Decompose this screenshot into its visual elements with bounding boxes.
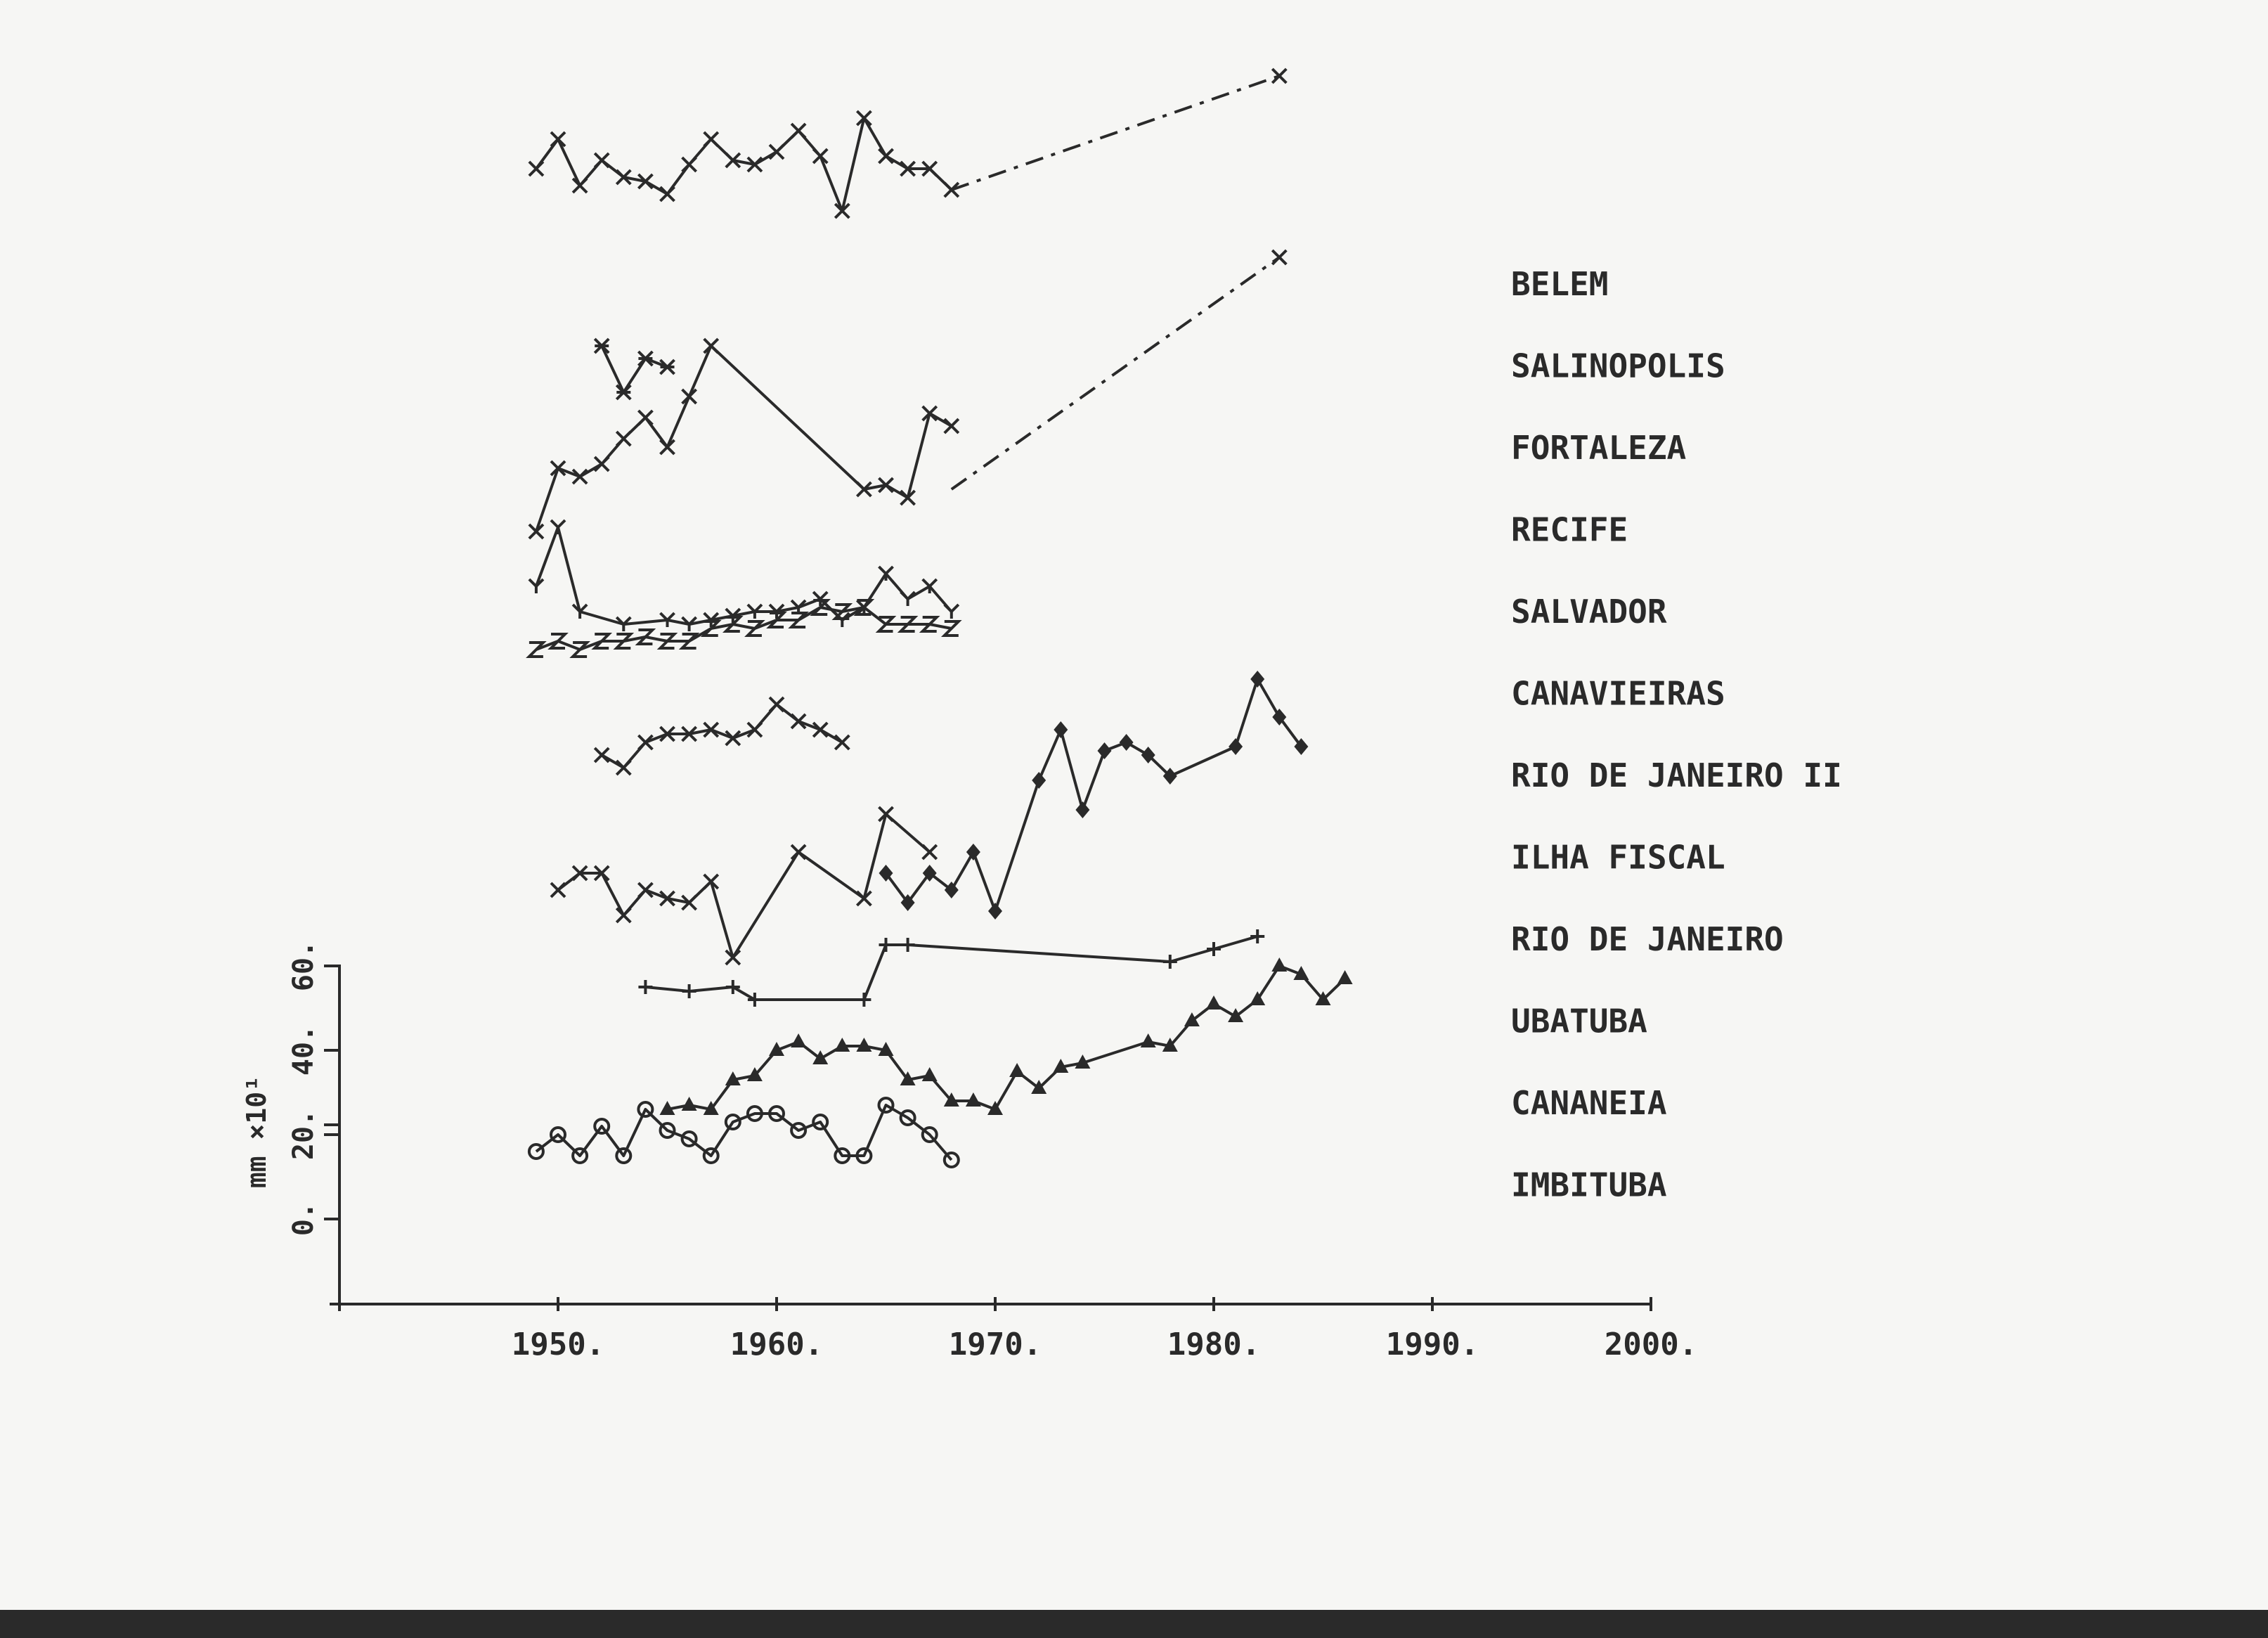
marker-diamond bbox=[1120, 734, 1134, 751]
x-tick-label: 1960. bbox=[730, 1327, 824, 1362]
marker-y bbox=[580, 605, 587, 612]
series-cananeia bbox=[529, 1098, 959, 1167]
marker-triangle bbox=[1009, 1063, 1025, 1077]
station-label: SALVADOR bbox=[1511, 593, 1667, 631]
series-line-fortaleza bbox=[536, 346, 952, 531]
y-axis-label: mm ×10¹ bbox=[241, 1075, 272, 1189]
marker-diamond bbox=[1032, 772, 1046, 789]
marker-diamond bbox=[988, 903, 1002, 920]
series-salinopolis bbox=[595, 339, 674, 399]
marker-triangle bbox=[812, 1050, 828, 1064]
y-tick-label: 0. bbox=[287, 1201, 320, 1237]
marker-triangle bbox=[922, 1067, 938, 1081]
marker-diamond bbox=[1098, 742, 1112, 759]
marker-y bbox=[952, 605, 959, 612]
marker-z bbox=[573, 643, 587, 657]
marker-triangle bbox=[791, 1033, 806, 1047]
station-label: IMBITUBA bbox=[1511, 1166, 1667, 1204]
x-tick-label: 1990. bbox=[1385, 1327, 1479, 1362]
station-labels bbox=[1511, 265, 1842, 1204]
marker-triangle bbox=[1271, 957, 1287, 972]
series-salvador bbox=[529, 600, 959, 657]
station-label: RECIFE bbox=[1511, 510, 1628, 549]
station-label: CANANEIA bbox=[1511, 1084, 1667, 1122]
series-layer bbox=[529, 69, 1353, 1167]
marker-triangle bbox=[1141, 1033, 1156, 1047]
x-tick-label: 1970. bbox=[948, 1327, 1042, 1362]
y-tick-label: 40. bbox=[287, 1024, 320, 1076]
station-label: FORTALEZA bbox=[1511, 429, 1687, 467]
marker-y bbox=[551, 520, 558, 527]
marker-y bbox=[791, 600, 798, 607]
station-label: ILHA FISCAL bbox=[1511, 838, 1725, 877]
station-label: SALINOPOLIS bbox=[1511, 347, 1725, 385]
bottom-border bbox=[0, 1610, 2268, 1638]
marker-y bbox=[704, 613, 711, 620]
series-line-recife bbox=[536, 527, 952, 624]
marker-triangle bbox=[1228, 1008, 1243, 1022]
marker-diamond bbox=[1229, 738, 1243, 755]
station-label: UBATUBA bbox=[1511, 1002, 1647, 1040]
series-fortaleza bbox=[529, 250, 1286, 539]
marker-y bbox=[558, 520, 565, 527]
series-line-rio-de-janeiro bbox=[645, 936, 1257, 1000]
marker-y bbox=[813, 592, 820, 599]
y-tick-label: 20. bbox=[287, 1109, 320, 1161]
series-line-salinopolis bbox=[602, 346, 667, 392]
series-ilha-fiscal bbox=[551, 807, 937, 965]
station-label: BELEM bbox=[1511, 265, 1609, 303]
x-tick-label: 2000. bbox=[1604, 1327, 1698, 1362]
station-label: CANAVIEIRAS bbox=[1511, 674, 1725, 713]
series-canavieiras bbox=[595, 697, 849, 775]
marker-y bbox=[748, 605, 755, 612]
marker-y bbox=[726, 609, 733, 616]
marker-y bbox=[886, 567, 893, 574]
marker-z bbox=[529, 643, 543, 657]
x-tick-label: 1950. bbox=[511, 1327, 605, 1362]
series-extension-fortaleza bbox=[952, 257, 1280, 489]
marker-y bbox=[879, 567, 886, 574]
marker-diamond bbox=[1075, 801, 1089, 818]
marker-z bbox=[551, 634, 565, 648]
axes bbox=[241, 941, 1697, 1362]
marker-diamond bbox=[1054, 721, 1068, 738]
marker-y bbox=[820, 592, 827, 599]
marker-triangle bbox=[1184, 1012, 1200, 1026]
series-extension-belem bbox=[952, 76, 1280, 190]
marker-y bbox=[923, 579, 930, 586]
marker-triangle bbox=[1206, 995, 1222, 1010]
station-label: RIO DE JANEIRO bbox=[1511, 920, 1784, 958]
series-line-rio-de-janeiro-ii bbox=[886, 679, 1302, 911]
marker-y bbox=[668, 613, 675, 620]
marker-y bbox=[529, 579, 536, 586]
series-recife bbox=[529, 520, 959, 631]
series-rio-de-janeiro-ii bbox=[879, 671, 1309, 920]
series-ubatuba bbox=[660, 957, 1353, 1115]
series-rio-de-janeiro bbox=[638, 929, 1264, 1007]
marker-triangle bbox=[1337, 970, 1353, 984]
y-tick-label: 60. bbox=[287, 940, 320, 992]
marker-y bbox=[930, 579, 937, 586]
station-label: RIO DE JANEIRO II bbox=[1511, 756, 1842, 794]
series-line-ilha-fiscal bbox=[558, 814, 930, 957]
x-tick-label: 1980. bbox=[1167, 1327, 1261, 1362]
series-belem bbox=[529, 69, 1286, 218]
marker-triangle bbox=[682, 1097, 697, 1111]
series-line-ubatuba bbox=[668, 966, 1345, 1109]
